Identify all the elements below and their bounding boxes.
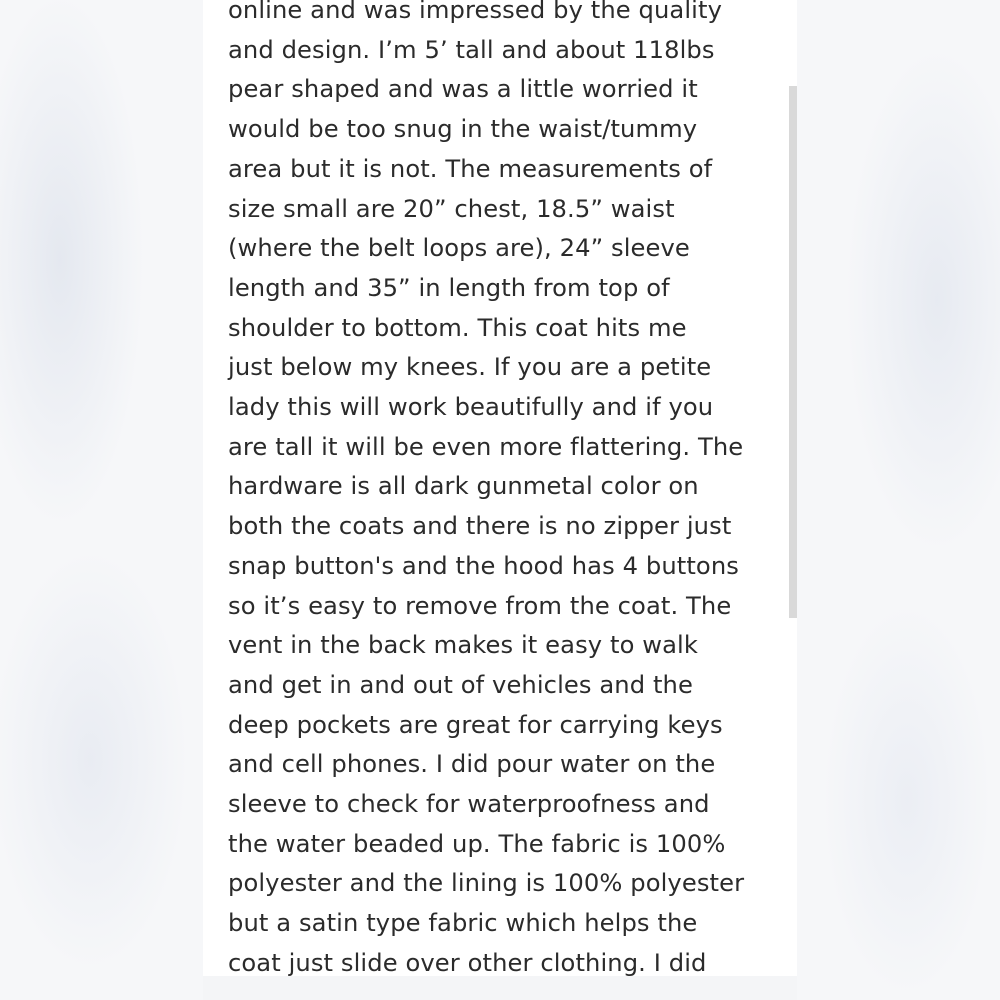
review-line: online and was impressed by the quality — [228, 0, 722, 24]
review-line: both the coats and there is no zipper just — [228, 512, 732, 541]
review-line: but a satin type fabric which helps the — [228, 909, 698, 938]
review-line: and cell phones. I did pour water on the — [228, 750, 716, 779]
review-line: shoulder to bottom. This coat hits me — [228, 313, 687, 342]
review-line: pear shaped and was a little worried it — [228, 75, 698, 104]
review-line: coat just slide over other clothing. I did — [228, 948, 707, 976]
review-line: lady this will work beautifully and if you — [228, 393, 714, 422]
review-line: deep pockets are great for carrying keys — [228, 710, 723, 739]
review-line: so it’s easy to remove from the coat. The — [228, 591, 732, 620]
review-body — [228, 0, 745, 976]
review-line: size small are 20” chest, 18.5” waist — [228, 194, 675, 223]
review-line: vent in the back makes it easy to walk — [228, 631, 698, 660]
review-line: the water beaded up. The fabric is 100% — [228, 829, 726, 858]
review-line: just below my knees. If you are a petite — [228, 353, 712, 382]
review-line: length and 35” in length from top of — [228, 273, 670, 302]
review-line: and design. I’m 5’ tall and about 118lbs — [228, 35, 715, 64]
review-line: would be too snug in the waist/tummy — [228, 115, 698, 144]
panel-bottom-edge — [203, 976, 797, 1000]
review-line: are tall it will be even more flattering. The — [228, 432, 744, 461]
review-line: (where the belt loops are), 24” sleeve — [228, 234, 690, 263]
review-line: area but it is not. The measurements of — [228, 154, 713, 183]
review-line: sleeve to check for waterproofness and — [228, 790, 710, 819]
review-line: hardware is all dark gunmetal color on — [228, 472, 699, 501]
review-line: snap button's and the hood has 4 buttons — [228, 551, 739, 580]
blurred-background-right — [797, 0, 1000, 1000]
review-line: polyester and the lining is 100% polyester — [228, 869, 745, 898]
review-panel — [203, 0, 797, 976]
vertical-scrollbar-thumb[interactable] — [789, 86, 797, 618]
review-line: and get in and out of vehicles and the — [228, 670, 693, 699]
blurred-background-left — [0, 0, 205, 1000]
